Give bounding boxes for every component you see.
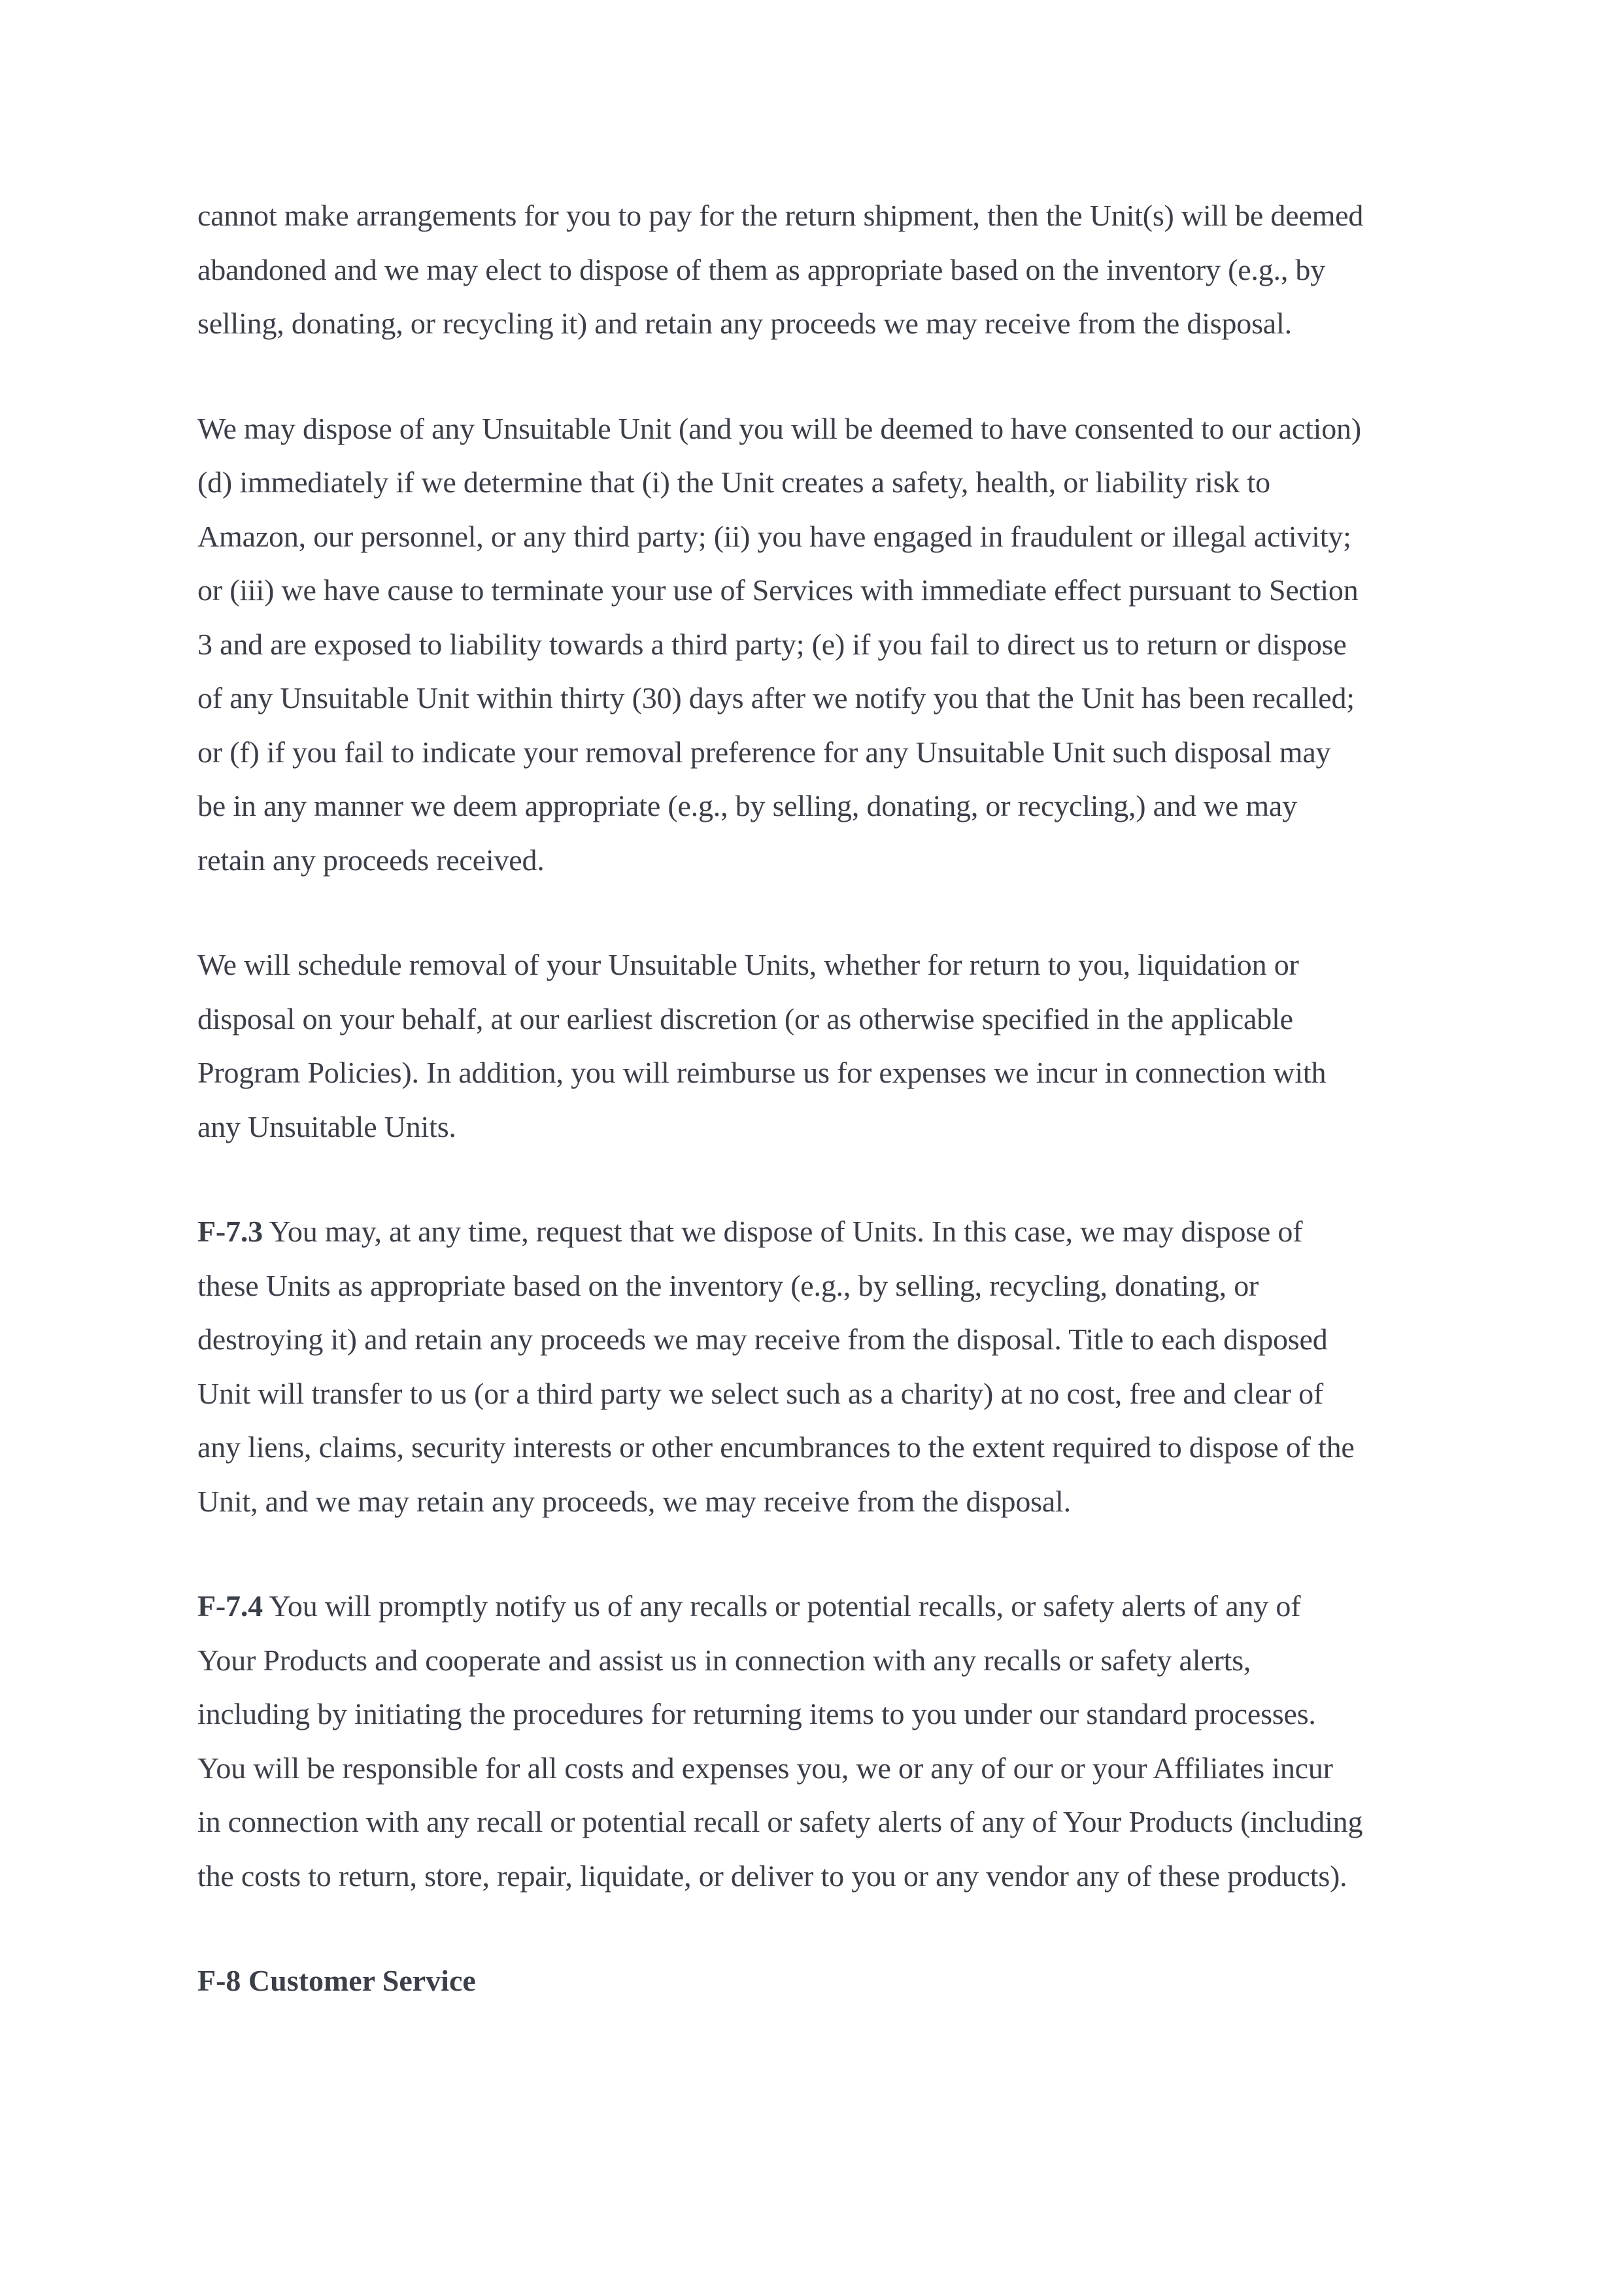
- clause-number: F-7.4: [197, 1589, 263, 1623]
- paragraph-line: be in any manner we deem appropriate (e.g., by selling, donating, or recycling,) and we may: [197, 789, 1297, 822]
- paragraph-removal-schedule: [197, 938, 1440, 1154]
- paragraph-unsuitable-unit-disposal: [197, 402, 1440, 888]
- paragraph-line: destroying it) and retain any proceeds we may receive from the disposal. Title to each disposed: [197, 1323, 1328, 1356]
- paragraph-line: or (iii) we have cause to terminate your use of Services with immediate effect pursuant to Section: [197, 573, 1359, 607]
- clause-first-line: [197, 1205, 1440, 1259]
- clause-first-line-text: You may, at any time, request that we dispose of Units. In this case, we may dispose of: [262, 1215, 1303, 1248]
- paragraph-line: in connection with any recall or potential recall or safety alerts of any of Your Products (including: [197, 1805, 1363, 1838]
- paragraph-line: We may dispose of any Unsuitable Unit (and you will be deemed to have consented to our action): [197, 411, 1361, 445]
- paragraph-line: 3 and are exposed to liability towards a third party; (e) if you fail to direct us to return or dispose: [197, 627, 1347, 661]
- paragraph-line: Your Products and cooperate and assist us in connection with any recalls or safety alerts,: [197, 1643, 1251, 1677]
- paragraph-line: (d) immediately if we determine that (i) the Unit creates a safety, health, or liability risk to: [197, 465, 1270, 499]
- paragraph-line: retain any proceeds received.: [197, 843, 545, 877]
- paragraph-line: cannot make arrangements for you to pay for the return shipment, then the Unit(s) will be deemed: [197, 199, 1364, 232]
- paragraph-line: Program Policies). In addition, you will reimburse us for expenses we incur in connection with: [197, 1056, 1327, 1089]
- paragraph-line: abandoned and we may elect to dispose of them as appropriate based on the inventory (e.g., by: [197, 252, 1326, 286]
- document-body: [197, 189, 1440, 2008]
- section-heading-customer-service: F-8 Customer Service: [197, 1964, 476, 1997]
- paragraph-line: of any Unsuitable Unit within thirty (30) days after we notify you that the Unit has been recalled;: [197, 681, 1355, 715]
- paragraph-line: We will schedule removal of your Unsuitable Units, whether for return to you, liquidation or: [197, 948, 1299, 981]
- paragraph-line: the costs to return, store, repair, liquidate, or deliver to you or any vendor any of these products).: [197, 1859, 1347, 1893]
- paragraph-line: any liens, claims, security interests or other encumbrances to the extent required to dispose of the: [197, 1430, 1355, 1464]
- paragraph-line: or (f) if you fail to indicate your removal preference for any Unsuitable Unit such disposal may: [197, 735, 1331, 769]
- paragraph-line: Unit, and we may retain any proceeds, we may receive from the disposal.: [197, 1484, 1071, 1518]
- paragraph-continued: [197, 189, 1440, 351]
- clause-f-7-4: [197, 1579, 1440, 1903]
- paragraph-line: selling, donating, or recycling it) and retain any proceeds we may receive from the disposal.: [197, 307, 1292, 340]
- clause-f-7-3: [197, 1205, 1440, 1528]
- clause-first-line: [197, 1579, 1440, 1634]
- paragraph-line: including by initiating the procedures for returning items to you under our standard processes.: [197, 1697, 1316, 1730]
- paragraph-line: You will be responsible for all costs and expenses you, we or any of our or your Affiliates incur: [197, 1751, 1333, 1785]
- paragraph-line: Amazon, our personnel, or any third party; (ii) you have engaged in fraudulent or illegal activity;: [197, 519, 1351, 553]
- clause-number: F-7.3: [197, 1215, 263, 1248]
- paragraph-line: disposal on your behalf, at our earliest discretion (or as otherwise specified in the applicable: [197, 1002, 1293, 1036]
- paragraph-line: any Unsuitable Units.: [197, 1109, 456, 1143]
- paragraph-line: Unit will transfer to us (or a third party we select such as a charity) at no cost, free and clear of: [197, 1376, 1324, 1410]
- clause-first-line-text: You will promptly notify us of any recalls or potential recalls, or safety alerts of any of: [262, 1589, 1301, 1623]
- paragraph-line: these Units as appropriate based on the inventory (e.g., by selling, recycling, donating, or: [197, 1268, 1259, 1302]
